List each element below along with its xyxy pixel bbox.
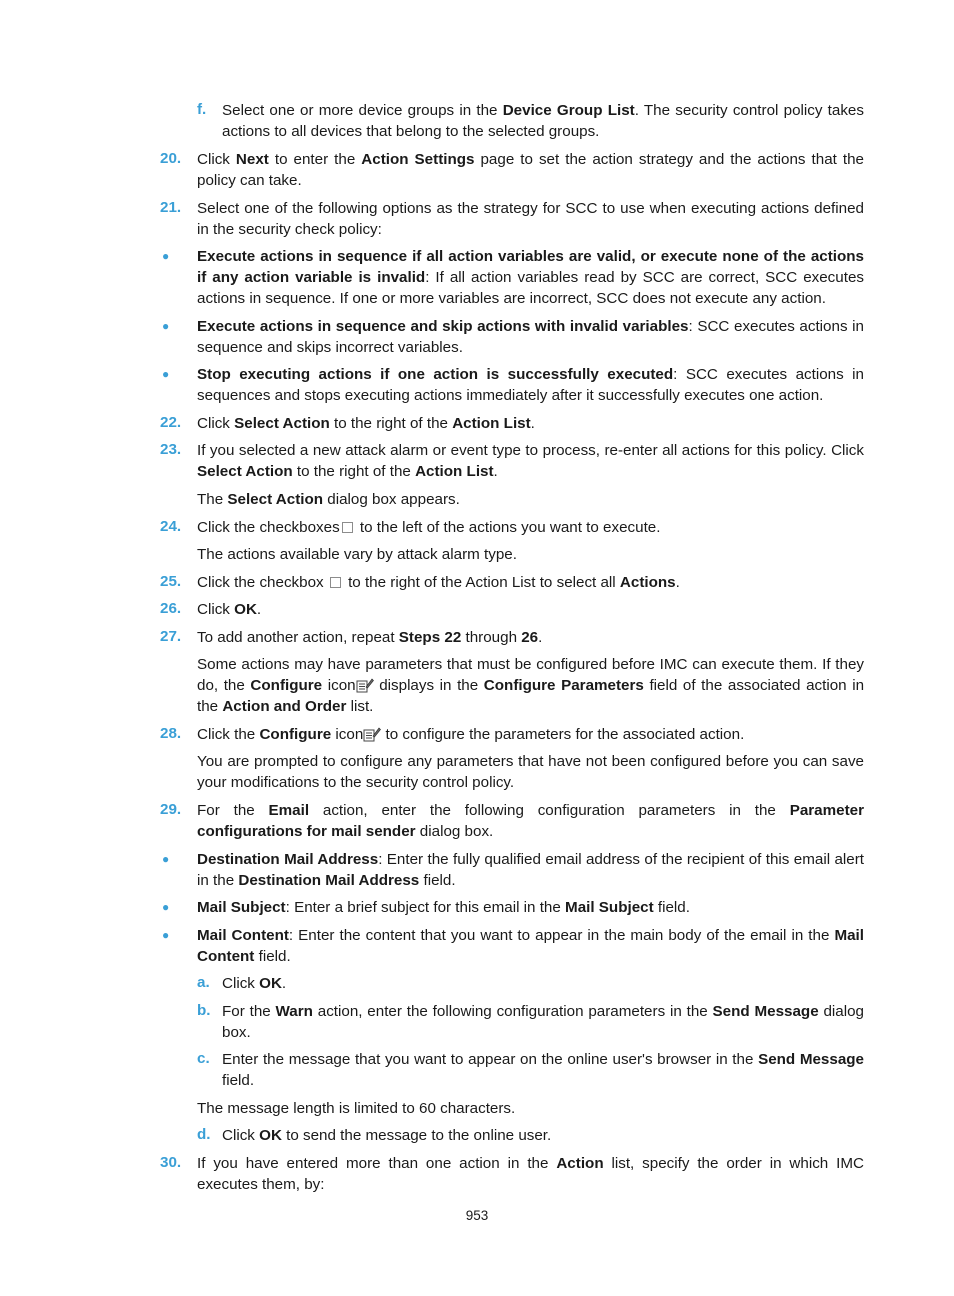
step-marker: 22. <box>160 414 182 431</box>
configure-icon <box>363 726 381 742</box>
bullet-icon: ● <box>162 249 170 263</box>
step-text: Select one or more device groups in the Device Group List. The security control policy takes actions to all devices that belong to the selected groups. <box>222 102 864 140</box>
step-text: Click OK. <box>197 601 262 618</box>
step-text: Click Next to enter the Action Settings page to set the action strategy and the actions that the policy can take. <box>197 151 864 189</box>
step-marker: c. <box>197 1050 210 1067</box>
step-text: Click the checkbox to the right of the Action List to select all Actions. <box>197 574 680 591</box>
step-marker: 23. <box>160 441 182 458</box>
bullet-text: Execute actions in sequence if all action variables are valid, or execute none of the actions if any action variable is invalid: If all action variables read by SCC are correct, SCC executes actions in sequence. If one or more variables are incorrect, SCC does not execute any action. <box>197 248 864 307</box>
step-text: Click OK. <box>222 975 287 992</box>
step-marker: d. <box>197 1126 211 1143</box>
checkbox-icon <box>342 522 353 533</box>
step-text: Click Select Action to the right of the Action List. <box>197 415 535 432</box>
bullet-icon: ● <box>162 852 170 866</box>
step-text: Click the Configure icon to configure the parameters for the associated action. <box>197 726 745 743</box>
step-marker: 24. <box>160 518 182 535</box>
step-text: Click OK to send the message to the online user. <box>222 1127 552 1144</box>
step-marker: 20. <box>160 150 182 167</box>
step-marker: 30. <box>160 1154 182 1171</box>
step-text: To add another action, repeat Steps 22 through 26. <box>197 629 543 646</box>
step-marker: 28. <box>160 725 182 742</box>
note-text: The message length is limited to 60 characters. <box>197 1100 516 1117</box>
step-text: For the Email action, enter the following configuration parameters in the Parameter configurations for mail sender dialog box. <box>197 802 864 840</box>
bullet-icon: ● <box>162 367 170 381</box>
step-text: Click the checkboxes to the left of the actions you want to execute. <box>197 519 661 536</box>
bullet-text: Stop executing actions if one action is successfully executed: SCC executes actions in sequences and stops executing actions immediately after it successfully executes one action. <box>197 366 864 404</box>
bullet-text: Mail Content: Enter the content that you want to appear in the main body of the email in the Mail Content field. <box>197 927 864 965</box>
step-marker: 27. <box>160 628 182 645</box>
step-marker: a. <box>197 974 210 991</box>
step-marker: b. <box>197 1002 211 1019</box>
bullet-icon: ● <box>162 319 170 333</box>
step-text: For the Warn action, enter the following configuration parameters in the Send Message dialog box. <box>222 1003 864 1041</box>
step-marker: 26. <box>160 600 182 617</box>
step-text: If you selected a new attack alarm or event type to process, re-enter all actions for this policy. Click Select Action to the right of the Action List. <box>197 442 864 480</box>
page-number: 953 <box>465 1208 489 1223</box>
bullet-text: Execute actions in sequence and skip actions with invalid variables: SCC executes actions in sequence and skips incorrect variables. <box>197 318 864 356</box>
bullet-text: Destination Mail Address: Enter the fully qualified email address of the recipient of this email alert in the Destination Mail Address field. <box>197 851 864 889</box>
step-text: If you have entered more than one action in the Action list, specify the order in which IMC executes them, by: <box>197 1155 864 1193</box>
step-text: Enter the message that you want to appear on the online user's browser in the Send Message field. <box>222 1051 864 1089</box>
step-marker: f. <box>197 101 207 118</box>
bullet-icon: ● <box>162 928 170 942</box>
note-text: The actions available vary by attack alarm type. <box>197 546 517 563</box>
bullet-icon: ● <box>162 900 170 914</box>
note-text: The Select Action dialog box appears. <box>197 491 460 508</box>
step-text: Select one of the following options as the strategy for SCC to use when executing actions defined in the security check policy: <box>197 200 864 238</box>
checkbox-icon <box>330 577 341 588</box>
step-marker: 21. <box>160 199 182 216</box>
configure-icon <box>356 677 374 693</box>
bullet-text: Mail Subject: Enter a brief subject for this email in the Mail Subject field. <box>197 899 690 916</box>
step-marker: 25. <box>160 573 182 590</box>
note-text: Some actions may have parameters that must be configured before IMC can execute them. If they do, the Configure icon displays in the Configure Parameters field of the associated action in the Action and Order list. <box>197 656 865 715</box>
step-marker: 29. <box>160 801 182 818</box>
note-text: You are prompted to configure any parameters that have not been configured before you can save your modifications to the security control policy. <box>197 753 864 791</box>
